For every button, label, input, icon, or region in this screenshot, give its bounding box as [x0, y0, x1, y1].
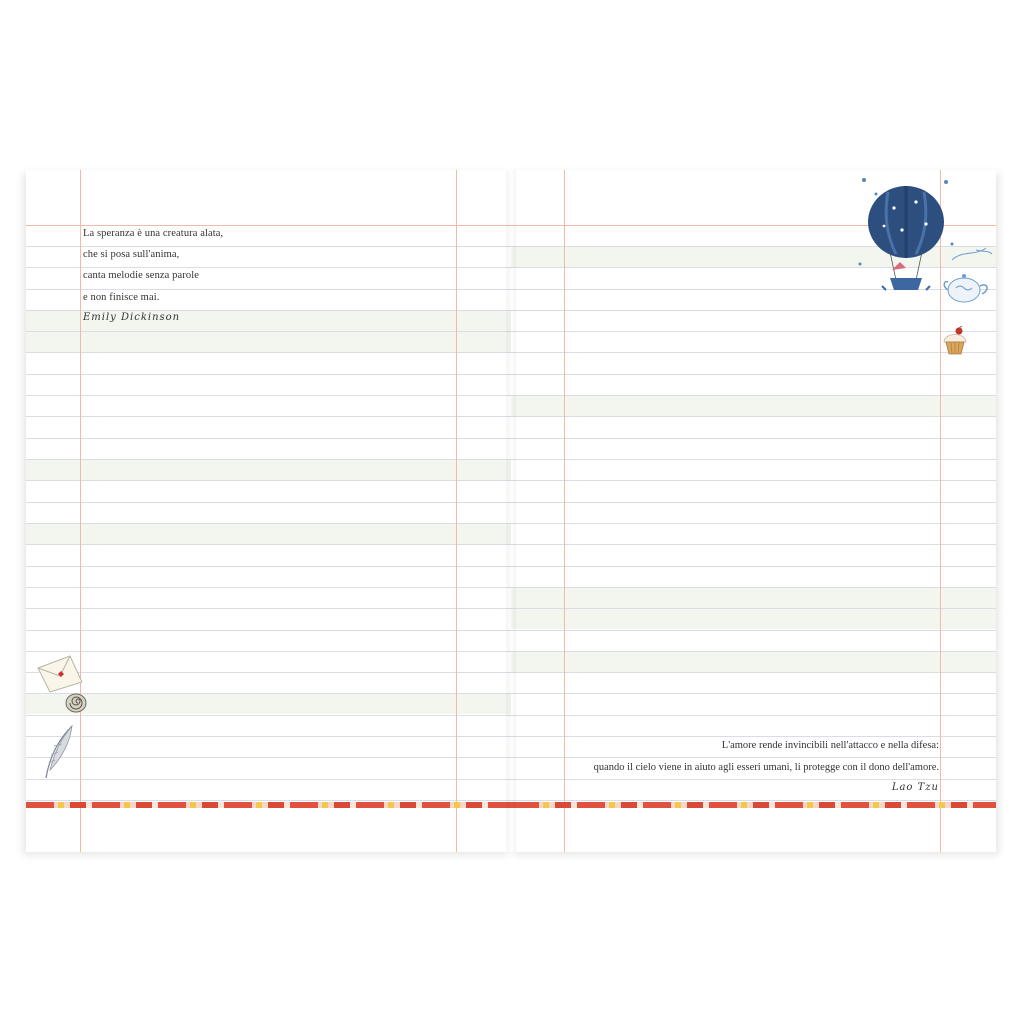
ruled-line	[26, 352, 511, 353]
feather-icon	[42, 724, 76, 782]
ruled-line	[511, 715, 996, 716]
ruled-line	[511, 608, 996, 609]
tinted-band	[26, 523, 511, 544]
ruled-line	[511, 651, 996, 652]
ruled-line	[26, 246, 511, 247]
ruled-line	[26, 566, 511, 567]
ruled-line	[511, 352, 996, 353]
margin-line	[80, 170, 81, 852]
snail-shell-icon	[64, 692, 88, 714]
ruled-line	[511, 523, 996, 524]
ruled-line	[511, 331, 996, 332]
ruled-line	[511, 374, 996, 375]
poem-author: Emily Dickinson	[83, 312, 181, 323]
ruled-line	[26, 800, 511, 801]
quote-line: L'amore rende invincibili nell'attacco e nella difesa:	[721, 740, 939, 751]
tinted-band	[26, 693, 511, 714]
ruled-line	[26, 587, 511, 588]
tinted-band	[511, 587, 996, 608]
ruled-line	[511, 779, 996, 780]
ruled-line	[511, 757, 996, 758]
poem-line: canta melodie senza parole	[83, 270, 199, 281]
ruled-line	[26, 374, 511, 375]
ruled-line	[26, 395, 511, 396]
ruled-line	[26, 693, 511, 694]
poem-line: La speranza è una creatura alata,	[83, 228, 224, 239]
quote-line: quando il cielo viene in aiuto agli esseri umani, li protegge con il dono dell'amore.	[593, 762, 939, 773]
tinted-band	[26, 459, 511, 480]
teapot-icon	[942, 246, 996, 306]
tinted-band	[511, 651, 996, 672]
ruled-line	[511, 736, 996, 737]
book-gutter	[506, 170, 516, 852]
notebook-spread	[26, 170, 996, 852]
tinted-band	[26, 331, 511, 352]
ruled-line	[511, 672, 996, 673]
washi-tape-strip	[511, 802, 996, 808]
ruled-line	[26, 523, 511, 524]
ruled-line	[26, 480, 511, 481]
ruled-line	[511, 544, 996, 545]
ruled-line	[511, 800, 996, 801]
ruled-line	[511, 566, 996, 567]
ruled-line	[26, 502, 511, 503]
ruled-line	[511, 459, 996, 460]
margin-line	[564, 170, 565, 852]
header-rule	[26, 225, 511, 226]
ruled-line	[511, 502, 996, 503]
ruled-line	[511, 693, 996, 694]
ruled-line	[26, 267, 511, 268]
poem-line: e non finisce mai.	[83, 292, 160, 303]
ruled-line	[511, 416, 996, 417]
ruled-line	[511, 395, 996, 396]
ruled-line	[511, 480, 996, 481]
washi-tape-strip	[26, 802, 511, 808]
ruled-line	[511, 438, 996, 439]
ruled-line	[511, 630, 996, 631]
ruled-line	[511, 587, 996, 588]
poem-line: che si posa sull'anima,	[83, 249, 180, 260]
ruled-line	[26, 672, 511, 673]
hot-air-balloon-icon	[856, 174, 956, 304]
ruled-line	[511, 310, 996, 311]
ruled-line	[26, 779, 511, 780]
ruled-line	[26, 331, 511, 332]
ruled-line	[26, 438, 511, 439]
left-page	[26, 170, 511, 852]
ruled-line	[26, 416, 511, 417]
ruled-line	[26, 715, 511, 716]
tinted-band	[511, 395, 996, 416]
quote-author: Lao Tzu	[891, 782, 939, 793]
ruled-line	[26, 651, 511, 652]
ruled-line	[26, 608, 511, 609]
right-page	[511, 170, 996, 852]
margin-line	[456, 170, 457, 852]
ruled-line	[26, 757, 511, 758]
ruled-line	[26, 630, 511, 631]
ruled-line	[26, 289, 511, 290]
ruled-line	[26, 459, 511, 460]
ruled-line	[26, 544, 511, 545]
tinted-band	[511, 608, 996, 629]
cupcake-icon	[941, 326, 969, 356]
ruled-line	[26, 310, 511, 311]
envelope-icon	[34, 652, 86, 694]
ruled-line	[26, 736, 511, 737]
